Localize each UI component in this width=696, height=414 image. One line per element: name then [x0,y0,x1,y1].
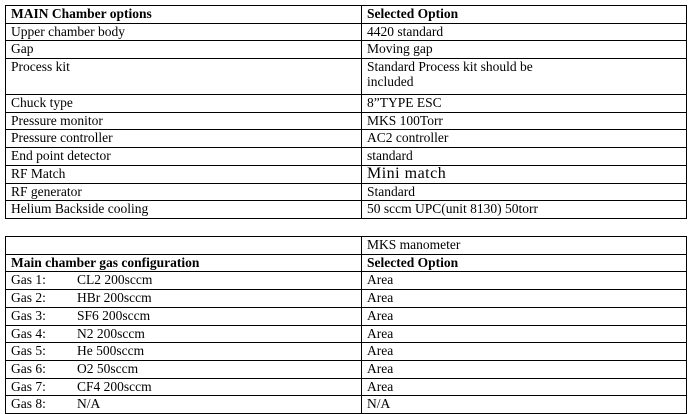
table-row [6,95,687,113]
option-value: Area [362,378,687,396]
table-header-row [6,254,687,272]
column-header: MAIN Chamber options [6,6,362,24]
column-header: Selected Option [362,254,687,272]
option-name: Chuck type [6,95,362,113]
table-row [6,343,687,361]
table-row [6,290,687,308]
option-value: 4420 standard [362,23,687,41]
option-name: Process kit [6,59,362,95]
option-value: Area [362,290,687,308]
option-name: Helium Backside cooling [6,201,362,219]
gas-label: Gas 4: [11,325,46,341]
gas-label: Gas 5: [11,343,46,359]
table-row [6,396,687,414]
table-row [6,272,687,290]
table-row [6,112,687,130]
column-header: Selected Option [362,6,687,24]
option-value: Standard [362,183,687,201]
option-value: MKS manometer [362,237,687,255]
option-value: standard [362,148,687,166]
gas-spec: N2 200sccm [77,325,145,341]
document-page [5,5,691,414]
table-row [6,360,687,378]
table-row [6,130,687,148]
gas-cell [6,343,362,361]
gas-spec: O2 50sccm [77,360,139,376]
option-name: RF Match [6,165,362,183]
table-row [6,59,687,95]
gas-cell [6,396,362,414]
option-value: Moving gap [362,41,687,59]
gas-cell [6,360,362,378]
main-chamber-options-table [5,5,687,236]
gas-configuration-table [5,236,687,414]
table-spacer [6,218,687,236]
table-header-row [6,6,687,24]
table-row [6,165,687,183]
option-name: End point detector [6,148,362,166]
table-row [6,23,687,41]
gas-cell [6,325,362,343]
gas-label: Gas 6: [11,360,46,376]
gas-spec: HBr 200sccm [77,290,152,306]
option-value: Area [362,325,687,343]
gas-spec: He 500sccm [77,343,145,359]
table-row [6,201,687,219]
table-row [6,378,687,396]
column-header: Main chamber gas configuration [6,254,362,272]
table-row [6,237,687,255]
option-value: MKS 100Torr [362,112,687,130]
gas-label: Gas 1: [11,272,46,288]
option-value [362,165,687,183]
gas-cell [6,378,362,396]
table-row [6,325,687,343]
option-name: Pressure monitor [6,112,362,130]
option-value: N/A [362,396,687,414]
option-name: Pressure controller [6,130,362,148]
option-name: RF generator [6,183,362,201]
gas-cell [6,272,362,290]
gas-label: Gas 3: [11,307,46,323]
table-row [6,41,687,59]
gas-cell [6,307,362,325]
gas-label: Gas 7: [11,378,46,394]
option-name: Upper chamber body [6,23,362,41]
option-value [362,59,687,95]
option-value-text: Standard Process kit should be included [367,59,533,90]
gas-spec: CL2 200sccm [77,272,153,288]
gas-spec: SF6 200sccm [77,307,151,323]
gas-spec: CF4 200sccm [77,378,152,394]
option-value: 50 sccm UPC(unit 8130) 50torr [362,201,687,219]
option-name: Gap [6,41,362,59]
option-value-text: Mini match [367,164,447,182]
option-value: Area [362,272,687,290]
gas-cell [6,290,362,308]
option-value: Area [362,307,687,325]
gas-label: Gas 8: [11,396,46,412]
option-value: 8”TYPE ESC [362,95,687,113]
table-row [6,148,687,166]
option-value: Area [362,360,687,378]
option-value: AC2 controller [362,130,687,148]
gas-label: Gas 2: [11,290,46,306]
table-row [6,307,687,325]
gas-spec: N/A [77,396,101,412]
empty-cell [6,237,362,255]
table-row [6,183,687,201]
option-value: Area [362,343,687,361]
